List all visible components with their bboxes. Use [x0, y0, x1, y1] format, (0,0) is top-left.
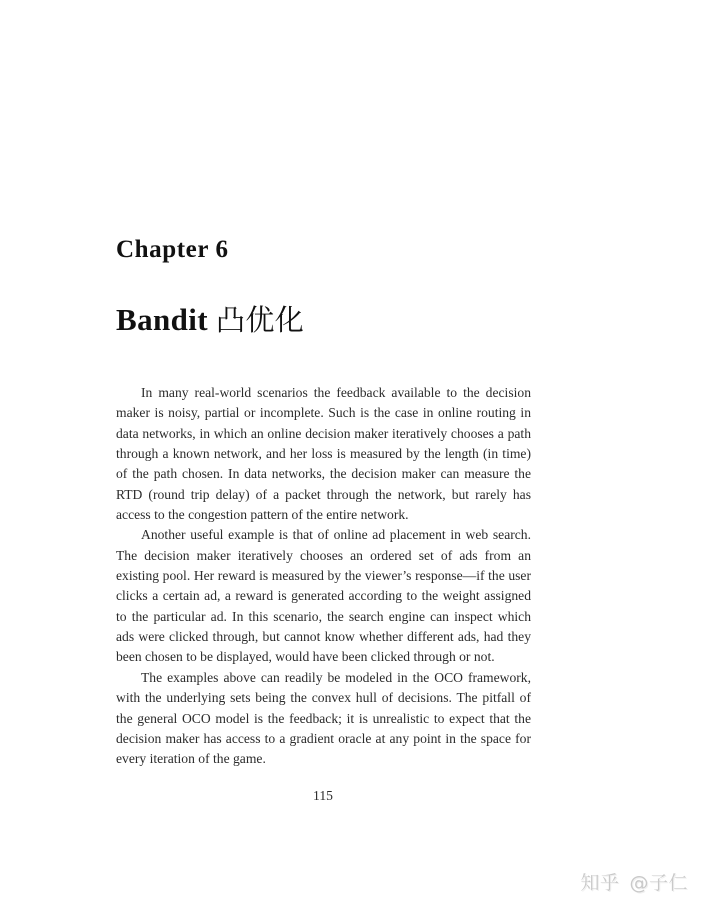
- chapter-label: Chapter 6: [116, 236, 229, 263]
- chapter-title: [116, 300, 304, 340]
- paragraph-2: Another useful example is that of online ad placement in web search. The decision maker iteratively chooses an ordered set of ads from an existing pool. Her reward is measured by the viewer’s response—if the user clicks a certain ad, a reward is generated according to the weight assigned to the particular ad. In this scenario, the search engine can inspect which ads were clicked through, but cannot know whether different ads, had they been chosen to be displayed, would have been clicked through or not.: [116, 527, 531, 665]
- paragraph-1: In many real-world scenarios the feedback available to the decision maker is noisy, partial or incomplete. Such is the case in online routing in data networks, in which an online decision maker iteratively chooses a path through a known network, and her loss is measured by the length (in time) of the path chosen. In data networks, the decision maker can measure the RTD (round trip delay) of a packet through the network, but rarely has access to the congestion pattern of the entire network.: [116, 385, 531, 523]
- watermark: [580, 868, 688, 895]
- chapter-title-cjk: 凸优化: [216, 303, 305, 337]
- chapter-title-latin: Bandit: [116, 302, 208, 337]
- paragraph-3: The examples above can readily be modeled in the OCO framework, with the underlying sets being the convex hull of decisions. The pitfall of the general OCO model is the feedback; it is unrealistic to expect that the decision maker has access to a gradient oracle at any point in the space for every iteration of the game.: [116, 669, 531, 767]
- chapter-body: [116, 383, 531, 770]
- page-number: 115: [313, 788, 333, 803]
- watermark-site: 知乎: [580, 872, 620, 894]
- watermark-handle: @子仁: [629, 872, 688, 894]
